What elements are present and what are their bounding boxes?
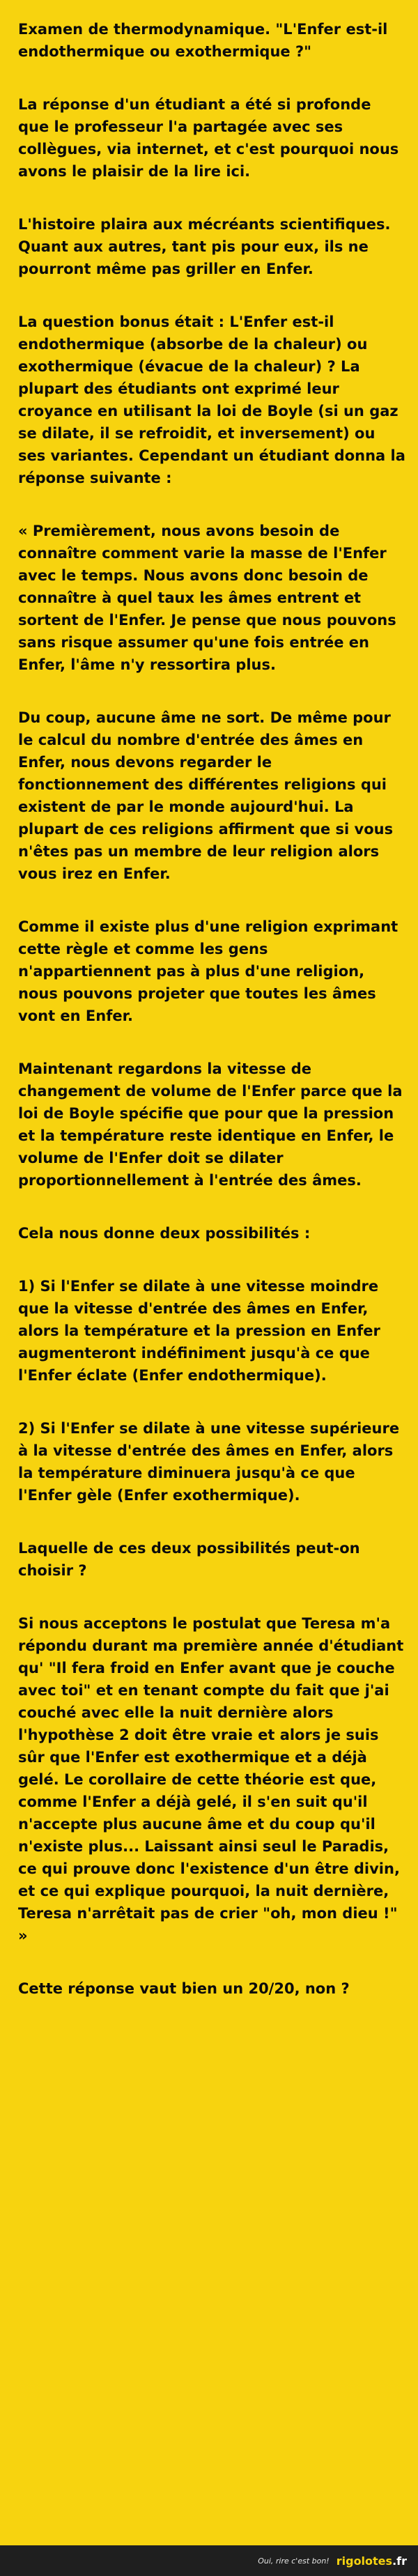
- footer-tagline: Oui, rire c'est bon!: [258, 2556, 330, 2566]
- paragraph: Du coup, aucune âme ne sort. De même pour le calcul du nombre d'entrée des âmes en Enfer, nous devons regarder le fonctionnement des différentes religions qui existent de par le monde aujourd'hui. La plupart de ces religions affirment que si vous n'êtes pas un membre de leur religion alors vous irez en Enfer.: [18, 709, 394, 882]
- paragraph: « Premièrement, nous avons besoin de connaître comment varie la masse de l'Enfer avec le temps. Nous avons donc besoin de connaître à quel taux les âmes entrent et sortent de l'Enfer. Je pense que nous pouvons sans risque assumer qu'une fois entrée en Enfer, l'âme n'y ressortira plus.: [18, 523, 396, 673]
- paragraph: La question bonus était : L'Enfer est-il endothermique (absorbe de la chaleur) ou exothermique (évacue de la chaleur) ? La plupart des étudiants ont exprimé leur croyance en utilisant la loi de Boyle (si un gaz se dilate, il se refroidit, et inversement) ou ses variantes. Cependant un étudiant donna la réponse suivante :: [18, 314, 405, 486]
- paragraph-title: Examen de thermodynamique. "L'Enfer est-il endothermique ou exothermique ?": [18, 21, 388, 60]
- paragraph: La réponse d'un étudiant a été si profonde que le professeur l'a partagée avec ses collègues, via internet, et c'est pourquoi nous avons le plaisir de la lire ici.: [18, 96, 399, 180]
- article-body: [18, 18, 405, 2030]
- footer-bar: [0, 2545, 418, 2576]
- paragraph: 1) Si l'Enfer se dilate à une vitesse moindre que la vitesse d'entrée des âmes en Enfer, alors la température et la pression en Enfer augmenteront indéfiniment jusqu'à ce que l'Enfer éclate (Enfer endothermique).: [18, 1278, 380, 1384]
- paragraph: 2) Si l'Enfer se dilate à une vitesse supérieure à la vitesse d'entrée des âmes en Enfer, alors la température diminuera jusqu'à ce que l'Enfer gèle (Enfer exothermique).: [18, 1420, 400, 1504]
- paragraph: Si nous acceptons le postulat que Teresa m'a répondu durant ma première année d'étudiant qu' "Il fera froid en Enfer avant que je couche avec toi" et en tenant compte du fait que j'ai couché avec elle la nuit dernière alors l'hypothèse 2 doit être vraie et alors je suis sûr que l'Enfer est exothermique et a déjà gelé. Le corollaire de cette théorie est que, comme l'Enfer a déjà gelé, il s'en suit qu'il n'accepte plus aucune âme et du coup qu'il n'existe plus... Laissant ainsi seul le Paradis, ce qui prouve donc l'existence d'un être divin, et ce qui explique pourquoi, la nuit dernière, Teresa n'arrêtait pas de crier "oh, mon dieu !" »: [18, 1615, 404, 1944]
- paragraph-conclusion: Cette réponse vaut bien un 20/20, non ?: [18, 1980, 350, 1997]
- logo-tld: .fr: [392, 2554, 407, 2568]
- paragraph: Maintenant regardons la vitesse de changement de volume de l'Enfer parce que la loi de Boyle spécifie que pour que la pression et la température reste identique en Enfer, le volume de l'Enfer doit se dilater proportionnellement à l'entrée des âmes.: [18, 1061, 403, 1189]
- logo-name: rigolotes: [336, 2554, 393, 2568]
- paragraph: L'histoire plaira aux mécréants scientifiques. Quant aux autres, tant pis pour eux, ils ne pourront même pas griller en Enfer.: [18, 216, 391, 277]
- paragraph: Comme il existe plus d'une religion exprimant cette règle et comme les gens n'appartiennent pas à plus d'une religion, nous pouvons projeter que toutes les âmes vont en Enfer.: [18, 918, 398, 1024]
- paragraph: Laquelle de ces deux possibilités peut-on choisir ?: [18, 1540, 360, 1579]
- site-logo[interactable]: [336, 2554, 407, 2568]
- paragraph: Cela nous donne deux possibilités :: [18, 1225, 311, 1242]
